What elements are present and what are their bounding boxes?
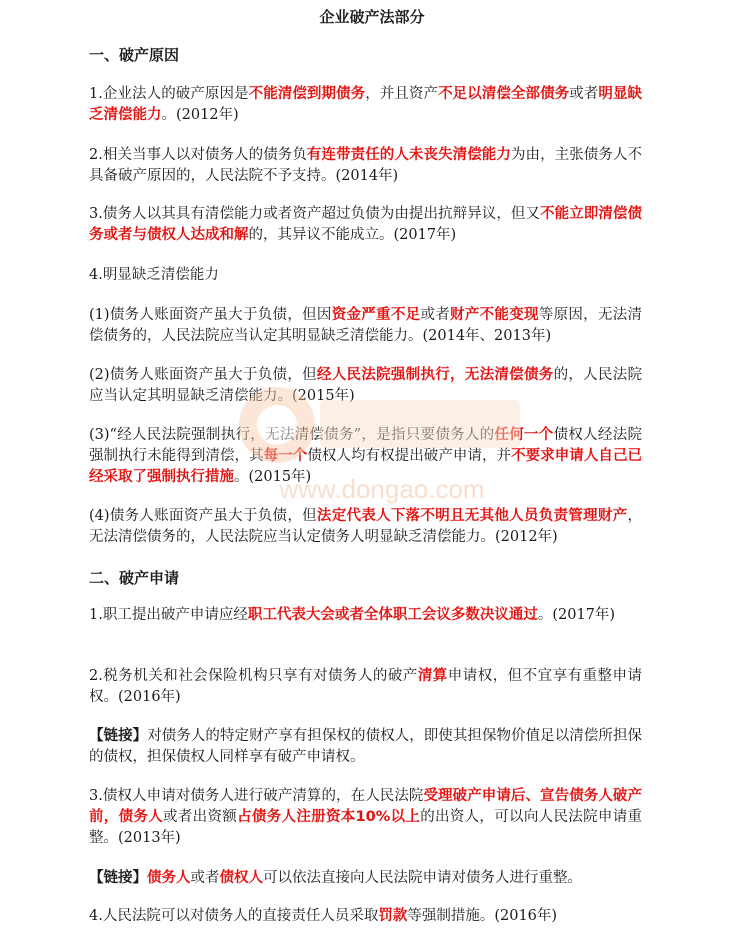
paragraph-2-3: 【链接】对债务人的特定财产享有担保权的债权人，即使其担保物价值足以清偿所担保的债权，担保债权人同样享有破产申请权。 bbox=[89, 728, 642, 765]
paragraph-2-1: 1.职工提出破产申请应经职工代表大会或者全体职工会议多数决议通过。(2017年) bbox=[89, 607, 616, 623]
document-title: 企业破产法部分 bbox=[319, 8, 425, 26]
paragraph-1-6: (2)债务人账面资产虽大于负债，但经人民法院强制执行，无法清偿债务的，人民法院应当认定其明显缺乏清偿能力。(2015年) bbox=[89, 367, 643, 404]
paragraph-2-5: 【链接】债务人或者债权人可以依法直接向人民法院申请对债务人进行重整。 bbox=[89, 870, 582, 886]
paragraph-1-1: 1.企业法人的破产原因是不能清偿到期债务，并且资产不足以清偿全部债务或者明显缺乏清偿能力。(2012年) bbox=[89, 86, 643, 123]
paragraph-1-2: 2.相关当事人以对债务人的债务负有连带责任的人未丧失清偿能力为由，主张债务人不具备破产原因的，人民法院不予支持。(2014年) bbox=[89, 147, 643, 184]
paragraph-2-6: 4.人民法院可以对债务人的直接责任人员采取罚款等强制措施。(2016年) bbox=[89, 908, 558, 924]
paragraph-1-4: 4.明显缺乏清偿能力 bbox=[89, 267, 219, 283]
paragraph-1-8: (4)债务人账面资产虽大于负债，但法定代表人下落不明且无其他人员负责管理财产，无法清偿债务的，人民法院应当认定债务人明显缺乏清偿能力。(2012年) bbox=[89, 508, 643, 545]
watermark-text: www.dongao.com bbox=[279, 474, 485, 504]
paragraph-1-5: (1)债务人账面资产虽大于负债，但因资金严重不足或者财产不能变现等原因，无法清偿债务的，人民法院应当认定其明显缺乏清偿能力。(2014年、2013年) bbox=[89, 307, 643, 344]
paragraph-1-7: (3)“经人民法院强制执行，无法清偿债务”，是指只要债务人的任何一个债权人经法院强制执行未能得到清偿，其每一个债权人均有权提出破产申请，并不要求申请人自己已经采取了强制执行措施。(2015年) bbox=[89, 427, 643, 485]
section-heading-bankruptcy-application: 二、破产申请 bbox=[89, 569, 180, 587]
paragraph-2-4: 3.债权人申请对债务人进行破产清算的，在人民法院受理破产申请后、宣告债务人破产前，债务人或者出资额占债务人注册资本10%以上的出资人，可以向人民法院申请重整。(2013年) bbox=[89, 788, 643, 846]
section-heading-bankruptcy-causes: 一、破产原因 bbox=[89, 46, 180, 64]
paragraph-1-3: 3.债务人以其具有清偿能力或者资产超过负债为由提出抗辩异议，但又不能立即清偿债务或者与债权人达成和解的，其异议不能成立。(2017年) bbox=[89, 206, 642, 243]
paragraph-2-2: 2.税务机关和社会保险机构只享有对债务人的破产清算申请权，但不宜享有重整申请权。(2016年) bbox=[89, 668, 642, 705]
